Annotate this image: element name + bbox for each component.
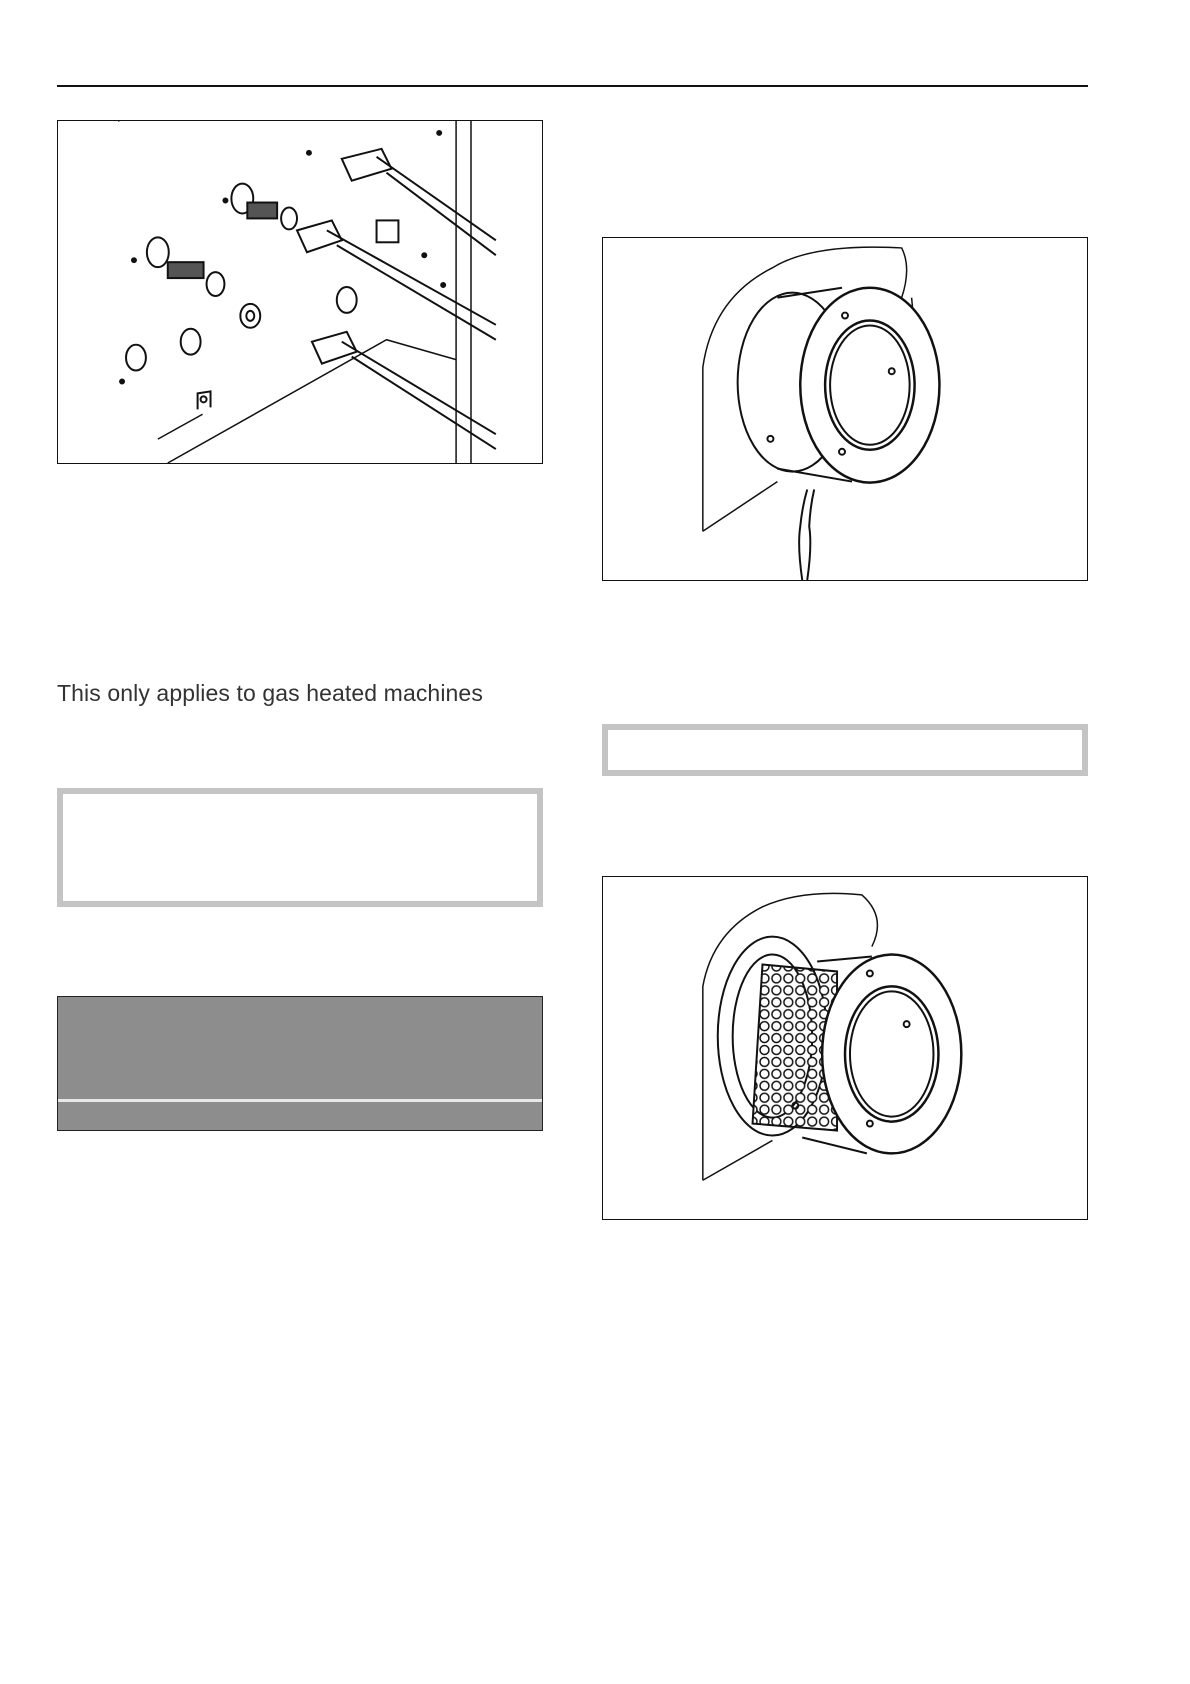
inlet-hoses-figure (57, 120, 543, 464)
note-box-right (602, 724, 1088, 776)
drain-cap-icon (603, 238, 1087, 580)
note-box-left (57, 788, 543, 907)
drain-filter-figure (602, 876, 1088, 1220)
gas-machines-note: This only applies to gas heated machines (57, 680, 483, 706)
warning-divider (58, 1099, 542, 1102)
drain-cap-figure (602, 237, 1088, 581)
inlet-hoses-icon (58, 121, 542, 463)
drain-filter-icon (603, 877, 1087, 1219)
header-rule (57, 85, 1088, 87)
warning-box (57, 996, 543, 1131)
